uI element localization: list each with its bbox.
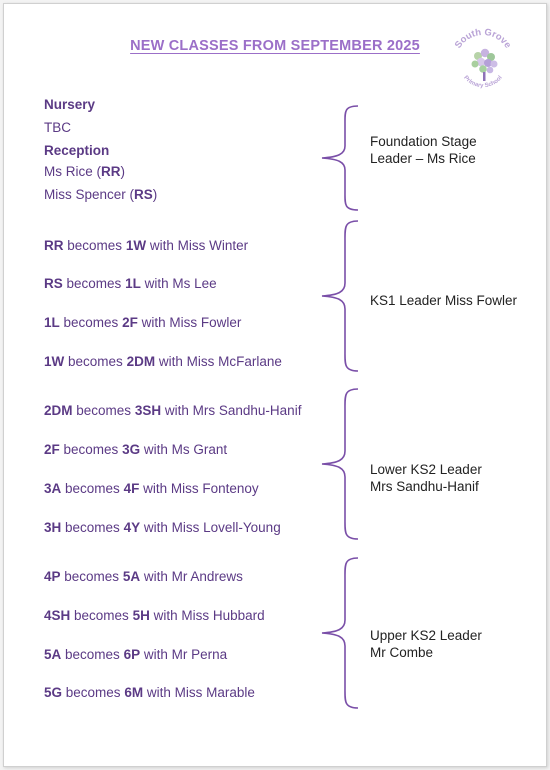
logo-bottom-text: Primary School: [462, 74, 504, 90]
svg-text:South Grove: [453, 27, 513, 51]
class-move-row: 3H becomes 4Y with Miss Lovell-Young: [44, 520, 281, 535]
class-move-row: RR becomes 1W with Miss Winter: [44, 238, 249, 253]
upper-ks2-leader-label: Upper KS2 Leader Mr Combe: [370, 628, 482, 660]
class-move-row: 5G becomes 6M with Miss Marable: [44, 685, 255, 700]
nursery-heading: Nursery: [44, 97, 96, 112]
class-move-row: 4P becomes 5A with Mr Andrews: [44, 569, 243, 584]
tree-logo-icon: [472, 49, 498, 81]
class-move-row: 1W becomes 2DM with Miss McFarlane: [44, 354, 282, 369]
lower-ks2-leader-label: Lower KS2 Leader Mrs Sandhu-Hanif: [370, 462, 482, 494]
curly-brace: [318, 104, 362, 212]
reception-teacher: Miss Spencer (RS): [44, 187, 158, 202]
page-title: NEW CLASSES FROM SEPTEMBER 2025: [130, 38, 420, 54]
nursery-teacher: TBC: [44, 120, 71, 135]
class-move-row: 4SH becomes 5H with Miss Hubbard: [44, 608, 265, 623]
foundation-leader-label: Foundation Stage Leader – Ms Rice: [370, 134, 477, 166]
curly-brace: [318, 219, 362, 373]
class-move-row: 5A becomes 6P with Mr Perna: [44, 647, 228, 662]
class-move-row: 2DM becomes 3SH with Mrs Sandhu-Hanif: [44, 403, 302, 418]
class-move-row: 1L becomes 2F with Miss Fowler: [44, 315, 242, 330]
class-move-row: 3A becomes 4F with Miss Fontenoy: [44, 481, 259, 496]
school-logo: [448, 20, 518, 98]
class-move-row: 2F becomes 3G with Ms Grant: [44, 442, 228, 457]
reception-teacher: Ms Rice (RR): [44, 164, 126, 179]
curly-brace: [318, 556, 362, 710]
ks1-leader-label: KS1 Leader Miss Fowler: [370, 293, 518, 308]
curly-brace: [318, 387, 362, 541]
class-move-row: RS becomes 1L with Ms Lee: [44, 276, 217, 291]
logo-top-text: South Grove: [452, 26, 514, 51]
reception-heading: Reception: [44, 143, 110, 158]
